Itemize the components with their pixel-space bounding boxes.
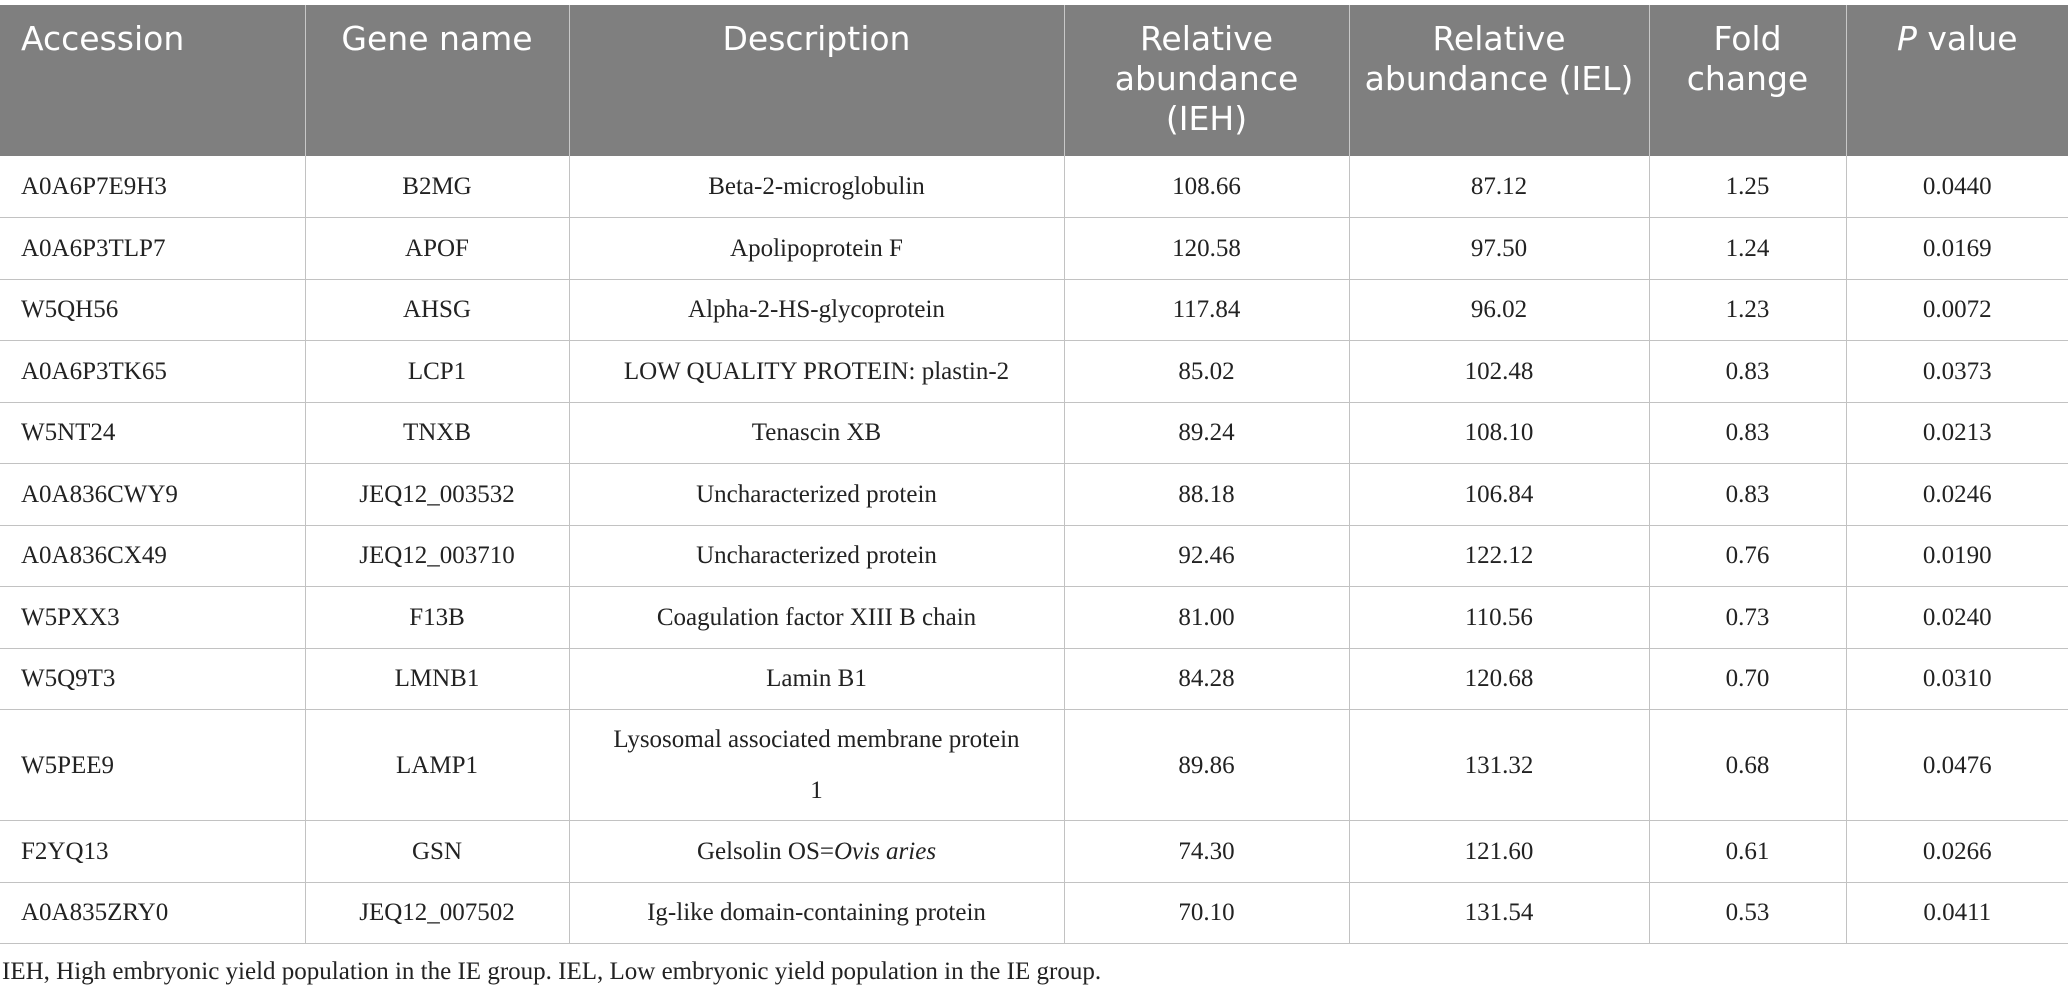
cell-abundance-ieh: 120.58 (1064, 218, 1349, 280)
cell-abundance-iel: 96.02 (1349, 279, 1649, 341)
cell-abundance-ieh: 74.30 (1064, 821, 1349, 883)
cell-description: Alpha-2-HS-glycoprotein (569, 279, 1064, 341)
cell-abundance-iel: 87.12 (1349, 156, 1649, 218)
table-footnote: IEH, High embryonic yield population in the IE group. IEL, Low embryonic yield population in the IE group. (2, 958, 1102, 985)
table-row (0, 402, 2068, 464)
cell-description: Beta-2-microglobulin (569, 156, 1064, 218)
cell-abundance-ieh: 89.86 (1064, 710, 1349, 821)
cell-accession: W5PEE9 (0, 710, 305, 821)
cell-abundance-ieh: 89.24 (1064, 402, 1349, 464)
cell-fold-change: 0.83 (1649, 341, 1846, 403)
cell-description: Coagulation factor XIII B chain (569, 587, 1064, 649)
table-row (0, 882, 2068, 944)
cell-abundance-ieh: 81.00 (1064, 587, 1349, 649)
cell-gene-name: LAMP1 (305, 710, 569, 821)
species-name: Ovis aries (833, 837, 937, 865)
cell-p-value: 0.0373 (1846, 341, 2068, 403)
cell-description: Apolipoprotein F (569, 218, 1064, 280)
table-row (0, 464, 2068, 526)
cell-abundance-ieh: 84.28 (1064, 648, 1349, 710)
cell-p-value: 0.0476 (1846, 710, 2068, 821)
table-row (0, 218, 2068, 280)
header-accession: Accession (0, 5, 305, 156)
cell-description: Lysosomal associated membrane protein 1 (569, 710, 1064, 821)
table-body (0, 156, 2068, 944)
cell-accession: A0A6P3TK65 (0, 341, 305, 403)
cell-fold-change: 0.70 (1649, 648, 1846, 710)
cell-accession: A0A835ZRY0 (0, 882, 305, 944)
cell-description: LOW QUALITY PROTEIN: plastin-2 (569, 341, 1064, 403)
cell-p-value: 0.0072 (1846, 279, 2068, 341)
cell-fold-change: 0.73 (1649, 587, 1846, 649)
cell-gene-name: LCP1 (305, 341, 569, 403)
cell-abundance-ieh: 88.18 (1064, 464, 1349, 526)
cell-accession: A0A836CX49 (0, 525, 305, 587)
protein-table (0, 5, 2068, 944)
cell-abundance-ieh: 70.10 (1064, 882, 1349, 944)
cell-description: Tenascin XB (569, 402, 1064, 464)
cell-p-value: 0.0240 (1846, 587, 2068, 649)
cell-fold-change: 0.53 (1649, 882, 1846, 944)
table-row (0, 710, 2068, 821)
cell-abundance-iel: 110.56 (1349, 587, 1649, 649)
cell-gene-name: JEQ12_007502 (305, 882, 569, 944)
cell-gene-name: TNXB (305, 402, 569, 464)
cell-gene-name: B2MG (305, 156, 569, 218)
cell-description: Ig-like domain-containing protein (569, 882, 1064, 944)
cell-fold-change: 0.83 (1649, 464, 1846, 526)
cell-p-value: 0.0246 (1846, 464, 2068, 526)
table-row (0, 648, 2068, 710)
cell-abundance-iel: 131.54 (1349, 882, 1649, 944)
cell-accession: A0A836CWY9 (0, 464, 305, 526)
table-row (0, 821, 2068, 883)
cell-abundance-iel: 108.10 (1349, 402, 1649, 464)
cell-gene-name: JEQ12_003710 (305, 525, 569, 587)
cell-fold-change: 1.25 (1649, 156, 1846, 218)
table-row (0, 587, 2068, 649)
cell-description (569, 821, 1064, 883)
table-row (0, 279, 2068, 341)
table-row (0, 341, 2068, 403)
header-abundance-iel: Relative abundance (IEL) (1349, 5, 1649, 156)
cell-abundance-iel: 106.84 (1349, 464, 1649, 526)
cell-description: Uncharacterized protein (569, 525, 1064, 587)
cell-p-value: 0.0190 (1846, 525, 2068, 587)
cell-fold-change: 0.61 (1649, 821, 1846, 883)
cell-accession: W5Q9T3 (0, 648, 305, 710)
header-fold-change: Fold change (1649, 5, 1846, 156)
table-row (0, 525, 2068, 587)
cell-accession: F2YQ13 (0, 821, 305, 883)
cell-gene-name: JEQ12_003532 (305, 464, 569, 526)
cell-abundance-ieh: 108.66 (1064, 156, 1349, 218)
cell-accession: A0A6P7E9H3 (0, 156, 305, 218)
table-row (0, 156, 2068, 218)
cell-p-value: 0.0266 (1846, 821, 2068, 883)
p-italic: P (1896, 19, 1917, 58)
cell-accession: A0A6P3TLP7 (0, 218, 305, 280)
cell-abundance-ieh: 92.46 (1064, 525, 1349, 587)
cell-abundance-ieh: 85.02 (1064, 341, 1349, 403)
description-text: Gelsolin OS= (696, 837, 834, 865)
cell-abundance-iel: 121.60 (1349, 821, 1649, 883)
p-value-label: value (1927, 19, 2018, 58)
cell-fold-change: 1.24 (1649, 218, 1846, 280)
cell-abundance-iel: 131.32 (1349, 710, 1649, 821)
cell-p-value: 0.0213 (1846, 402, 2068, 464)
cell-abundance-iel: 102.48 (1349, 341, 1649, 403)
cell-fold-change: 0.68 (1649, 710, 1846, 821)
header-row (0, 5, 2068, 156)
cell-accession: W5PXX3 (0, 587, 305, 649)
cell-p-value: 0.0411 (1846, 882, 2068, 944)
cell-abundance-ieh: 117.84 (1064, 279, 1349, 341)
cell-accession: W5QH56 (0, 279, 305, 341)
cell-p-value: 0.0310 (1846, 648, 2068, 710)
cell-abundance-iel: 120.68 (1349, 648, 1649, 710)
header-p-value (1846, 5, 2068, 156)
cell-accession: W5NT24 (0, 402, 305, 464)
cell-gene-name: GSN (305, 821, 569, 883)
cell-p-value: 0.0169 (1846, 218, 2068, 280)
header-abundance-ieh: Relative abundance (IEH) (1064, 5, 1349, 156)
cell-abundance-iel: 122.12 (1349, 525, 1649, 587)
header-description: Description (569, 5, 1064, 156)
cell-gene-name: APOF (305, 218, 569, 280)
cell-p-value: 0.0440 (1846, 156, 2068, 218)
cell-fold-change: 0.83 (1649, 402, 1846, 464)
cell-fold-change: 1.23 (1649, 279, 1846, 341)
cell-description: Uncharacterized protein (569, 464, 1064, 526)
cell-gene-name: LMNB1 (305, 648, 569, 710)
cell-gene-name: AHSG (305, 279, 569, 341)
cell-gene-name: F13B (305, 587, 569, 649)
cell-description: Lamin B1 (569, 648, 1064, 710)
cell-abundance-iel: 97.50 (1349, 218, 1649, 280)
cell-fold-change: 0.76 (1649, 525, 1846, 587)
header-gene-name: Gene name (305, 5, 569, 156)
